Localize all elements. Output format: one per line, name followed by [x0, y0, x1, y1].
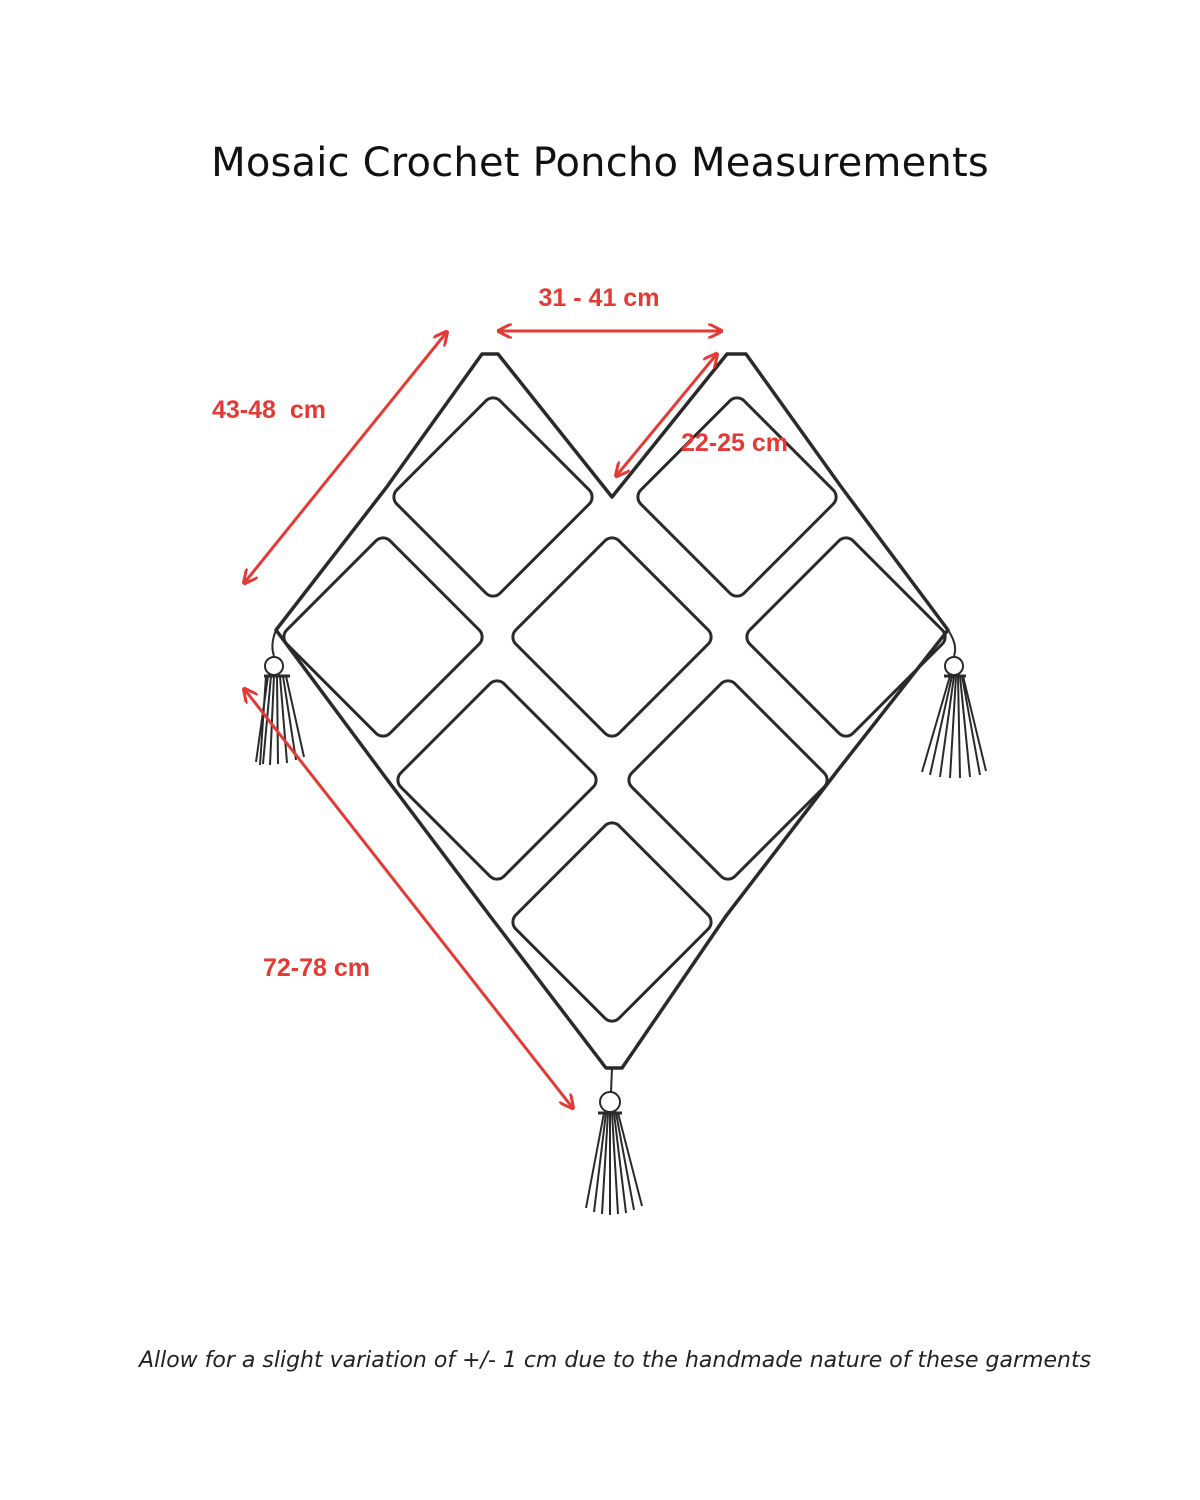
neck-depth-arrow: [617, 355, 716, 475]
poncho-outline: [276, 354, 948, 1068]
neck-depth-label: 22-25 cm: [681, 429, 789, 457]
shoulder-length-arrow: [245, 333, 446, 582]
panel-mid-left: [280, 534, 486, 740]
panel-top-left: [390, 394, 596, 600]
tassel-bottom: [586, 1068, 642, 1215]
poncho-panels: [276, 354, 949, 1068]
panel-low-right: [625, 677, 831, 883]
tassel-left: [256, 630, 304, 765]
front-length-label: 72-78 cm: [263, 954, 371, 982]
panel-mid-center: [509, 534, 715, 740]
footnote: Allow for a slight variation of +/- 1 cm due to the handmade nature of these garments: [138, 1348, 1092, 1373]
shoulder-length-label: 43-48 cm: [212, 396, 326, 424]
neck-width-label: 31 - 41 cm: [538, 284, 660, 312]
page-title: Mosaic Crochet Poncho Measurements: [211, 140, 989, 186]
panel-low-left: [394, 677, 600, 883]
panel-bottom: [509, 819, 715, 1025]
front-length-arrow: [245, 690, 572, 1107]
